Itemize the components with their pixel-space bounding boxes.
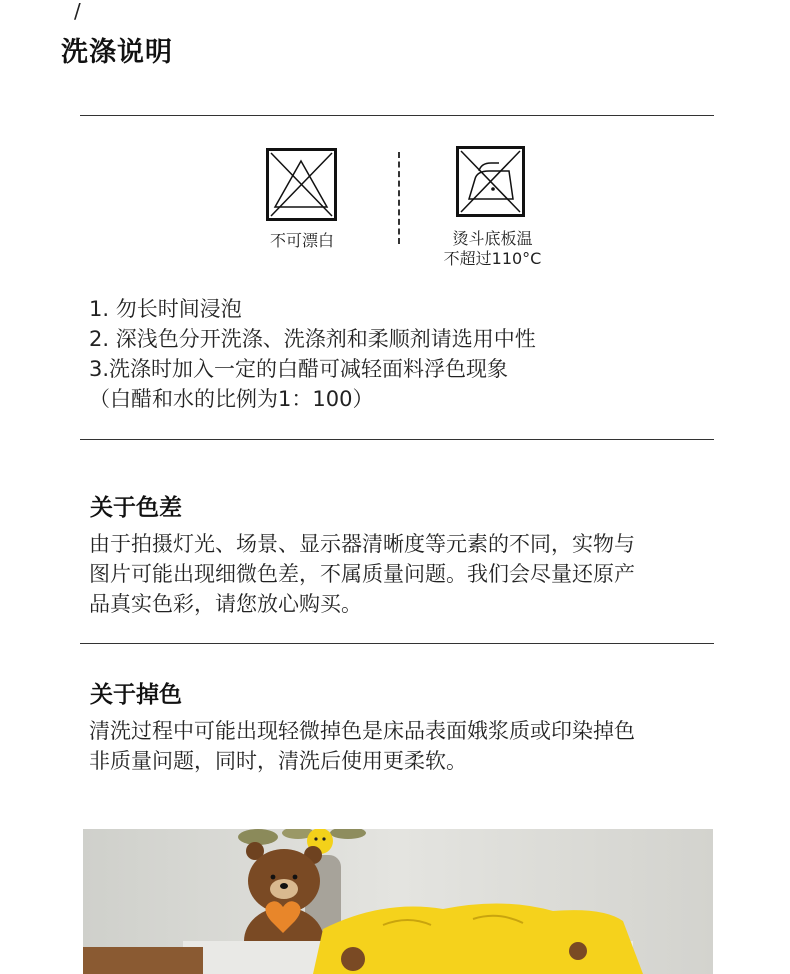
color-difference-line: 品真实色彩，请您放心购买。 (89, 592, 362, 616)
color-difference-text (89, 529, 721, 619)
color-fading-text (89, 716, 721, 776)
instruction-item: 3.洗涤时加入一定的白醋可减轻面料浮色现象 (89, 357, 509, 381)
care-divider (398, 152, 400, 244)
product-photo (83, 829, 713, 974)
color-difference-heading: 关于色差 (90, 495, 182, 521)
color-fading-line: 清洗过程中可能出现轻微掉色是床品表面娥浆质或印染掉色 (89, 719, 635, 743)
color-difference-line: 图片可能出现细微色差，不属质量问题。我们会尽量还原产 (89, 562, 635, 586)
iron-icon (456, 146, 525, 217)
no-bleach-icon (266, 148, 337, 221)
header-slash: / (74, 0, 81, 23)
iron-label (425, 229, 560, 269)
washing-instructions (89, 294, 536, 414)
instruction-item: 1. 勿长时间浸泡 (89, 297, 242, 321)
instruction-item: 2. 深浅色分开洗涤、洗涤剂和柔顺剂请选用中性 (89, 327, 536, 351)
instruction-item: （白醋和水的比例为1：100） (89, 387, 374, 411)
divider-middle (80, 439, 714, 440)
divider-lower (80, 643, 714, 644)
color-difference-line: 由于拍摄灯光、场景、显示器清晰度等元素的不同，实物与 (89, 532, 635, 556)
no-bleach-label (252, 231, 352, 251)
page-title: 洗涤说明 (61, 37, 173, 68)
color-fading-heading: 关于掉色 (90, 682, 182, 708)
product-photo-illustration (83, 829, 713, 974)
iron-label-line-1: 烫斗底板温 (452, 229, 533, 248)
iron-label-line-2: 不超过110°C (443, 249, 542, 268)
no-bleach-label-line: 不可漂白 (269, 231, 334, 250)
divider-top (80, 115, 714, 116)
color-fading-line: 非质量问题，同时，清洗后使用更柔软。 (89, 749, 467, 773)
